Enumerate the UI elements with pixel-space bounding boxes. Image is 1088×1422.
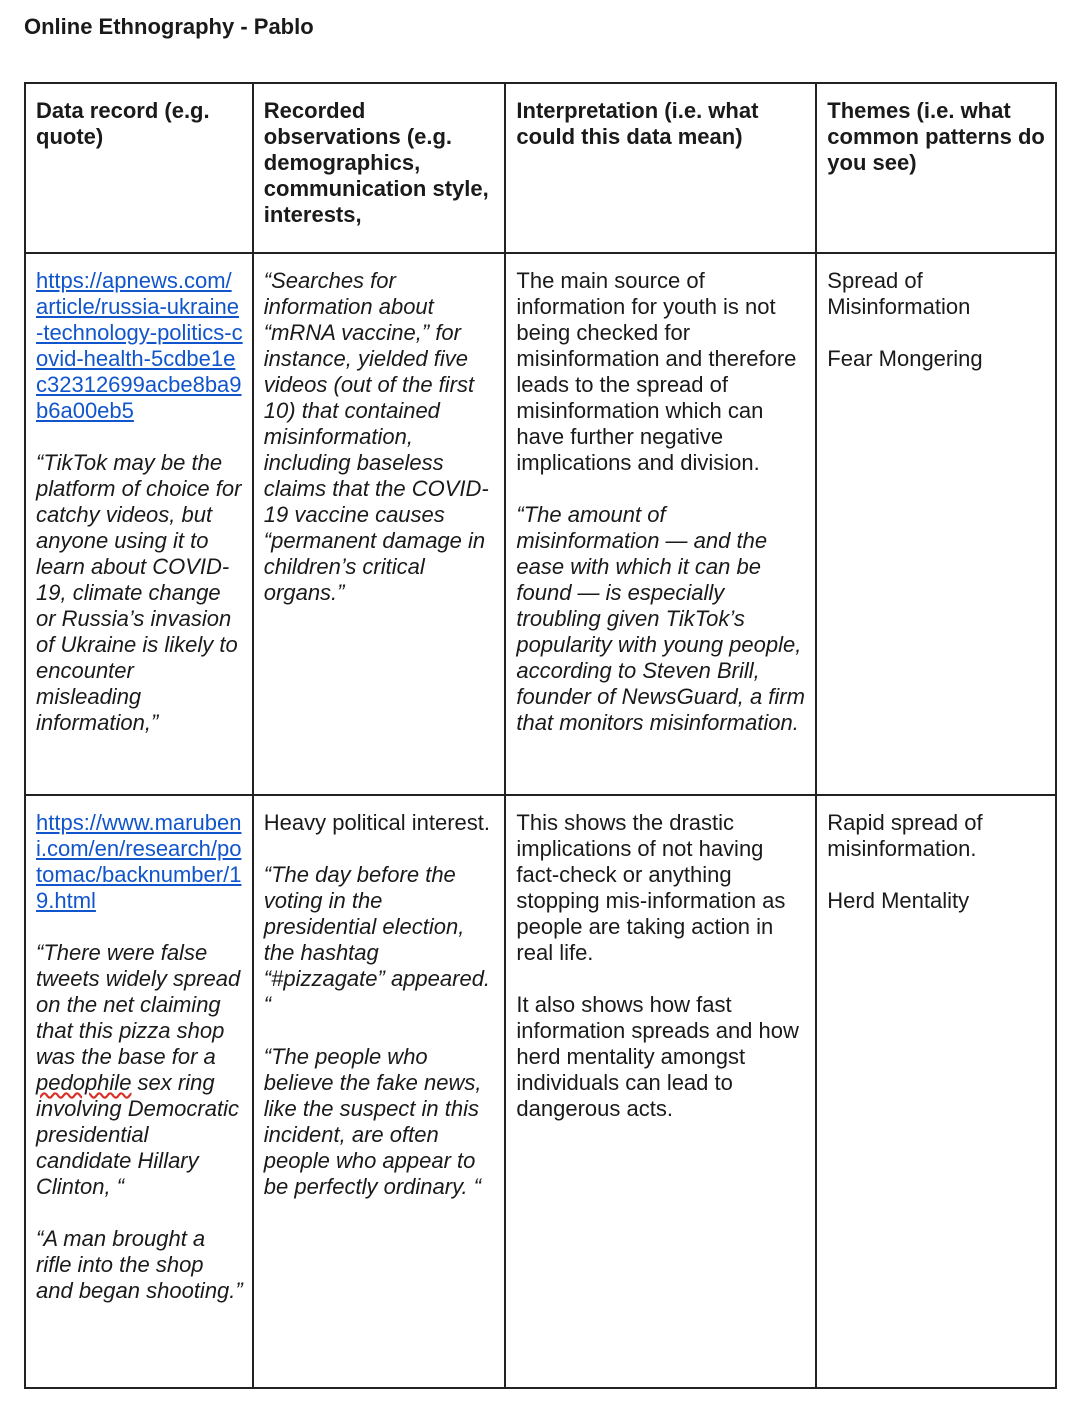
data-record-cell	[25, 795, 253, 1388]
observation-text: Heavy political interest.	[263, 810, 490, 835]
theme-item: Spread of Misinformation	[827, 268, 971, 319]
ethnography-table	[24, 82, 1057, 1389]
interpretation-quote: “The amount of misinformation — and the ease with which it can be found — is especially troubling given TikTok’s popularity with young people, according to Steven Brill, founder of NewsGuard, a firm that monitors misinformation.	[516, 502, 805, 735]
theme-item: Fear Mongering	[827, 346, 983, 371]
table-header-row	[25, 83, 1056, 253]
header-themes: Themes (i.e. what common patterns do you see)	[816, 83, 1056, 253]
theme-item: Herd Mentality	[827, 888, 970, 913]
observation-quote: “The people who believe the fake news, like the suspect in this incident, are often people who appear to be perfectly ordinary. “	[263, 1044, 482, 1199]
header-recorded-observations: Recorded observations (e.g. demographics, communication style, interests,	[253, 83, 506, 253]
theme-item: Rapid spread of misinformation.	[827, 810, 983, 861]
observation-quote: “The day before the voting in the presidential election, the hashtag “#pizzagate” appeared. “	[263, 862, 491, 1017]
data-record-quote: “A man brought a rifle into the shop and began shooting.”	[36, 1226, 243, 1303]
quote-text: “There were false tweets widely spread on the net claiming that this pizza shop was the base for a	[36, 940, 241, 1069]
themes-cell	[816, 795, 1056, 1388]
data-record-quote	[36, 940, 243, 1200]
source-link[interactable]: https://www.marubeni.com/en/research/potomac/backnumber/19.html	[36, 810, 242, 913]
themes-cell	[816, 253, 1056, 795]
header-data-record: Data record (e.g. quote)	[25, 83, 253, 253]
observations-cell	[253, 795, 506, 1388]
interpretation-cell	[505, 795, 816, 1388]
interpretation-text: It also shows how fast information spreads and how herd mentality amongst individuals can lead to dangerous acts.	[516, 992, 799, 1121]
data-record-quote: “TikTok may be the platform of choice for catchy videos, but anyone using it to learn about COVID-19, climate change or Russia’s invasion of Ukraine is likely to encounter misleading information,”	[36, 450, 242, 735]
table-row	[25, 795, 1056, 1388]
interpretation-cell	[505, 253, 816, 795]
table-row	[25, 253, 1056, 795]
header-interpretation: Interpretation (i.e. what could this data mean)	[505, 83, 816, 253]
source-link[interactable]: https://apnews.com/article/russia-ukraine-technology-politics-covid-health-5cdbe1ec32312699acbe8ba9b6a00eb5	[36, 268, 243, 423]
observation-quote: “Searches for information about “mRNA vaccine,” for instance, yielded five videos (out of the first 10) that contained misinformation, including baseless claims that the COVID-19 vaccine causes “permanent damage in children’s critical organs.”	[263, 268, 489, 605]
interpretation-text: The main source of information for youth is not being checked for misinformation and therefore leads to the spread of misinformation which can have further negative implications and division.	[516, 268, 797, 475]
quote-text: sex ring involving Democratic presidential candidate Hillary Clinton, “	[36, 1070, 239, 1199]
observations-cell	[253, 253, 506, 795]
data-record-cell	[25, 253, 253, 795]
interpretation-text: This shows the drastic implications of not having fact-check or anything stopping mis-information as people are taking action in real life.	[516, 810, 786, 965]
spellcheck-flagged-word[interactable]: pedophile	[36, 1070, 132, 1095]
document-title: Online Ethnography - Pablo	[24, 14, 314, 39]
